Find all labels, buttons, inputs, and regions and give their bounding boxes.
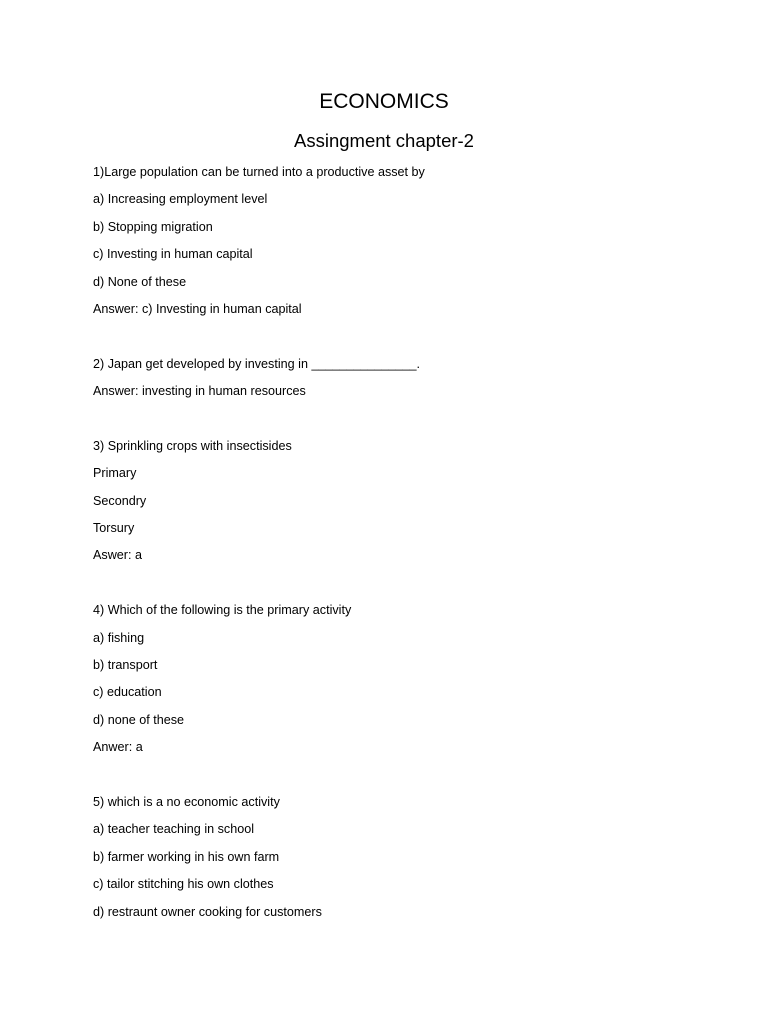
question-3-option-1: Primary — [93, 466, 137, 481]
blank-line — [93, 575, 693, 602]
question-3-option-3: Torsury — [93, 521, 135, 536]
question-5-option-a: a) teacher teaching in school — [93, 822, 255, 837]
question-1-option-b: b) Stopping migration — [93, 219, 213, 234]
question-5-option-c: c) tailor stitching his own clothes — [93, 877, 274, 892]
document-title: ECONOMICS — [319, 90, 449, 113]
question-4-text: 4) Which of the following is the primary activity — [93, 603, 352, 618]
question-2-answer: Answer: investing in human resources — [93, 384, 306, 399]
question-1-answer: Answer: c) Investing in human capital — [93, 301, 302, 316]
question-1-text: 1)Large population can be turned into a productive asset by — [93, 165, 425, 179]
question-5-text: 5) which is a no economic activity — [93, 794, 280, 809]
question-5-option-b: b) farmer working in his own farm — [93, 849, 280, 864]
question-3-text: 3) Sprinkling crops with insectisides — [93, 438, 292, 453]
question-4-answer: Anwer: a — [93, 740, 143, 755]
question-1-option-d: d) None of these — [93, 274, 187, 289]
question-4-option-b: b) transport — [93, 658, 158, 673]
question-3-answer: Aswer: a — [93, 548, 142, 563]
document-body — [93, 164, 693, 931]
document-subtitle: Assingment chapter-2 — [294, 130, 474, 151]
question-4-option-c: c) education — [93, 685, 162, 700]
question-1-option-c: c) Investing in human capital — [93, 247, 253, 262]
blank-line — [93, 767, 693, 794]
question-5-option-d: d) restraunt owner cooking for customers — [93, 904, 322, 919]
question-3-option-2: Secondry — [93, 493, 147, 508]
question-4-option-a: a) fishing — [93, 630, 145, 645]
question-4-option-d: d) none of these — [93, 712, 185, 727]
question-2-text: 2) Japan get developed by investing in _______________. — [93, 356, 421, 371]
blank-line — [93, 411, 693, 438]
blank-line — [93, 328, 693, 355]
question-1-option-a: a) Increasing employment level — [93, 192, 268, 207]
